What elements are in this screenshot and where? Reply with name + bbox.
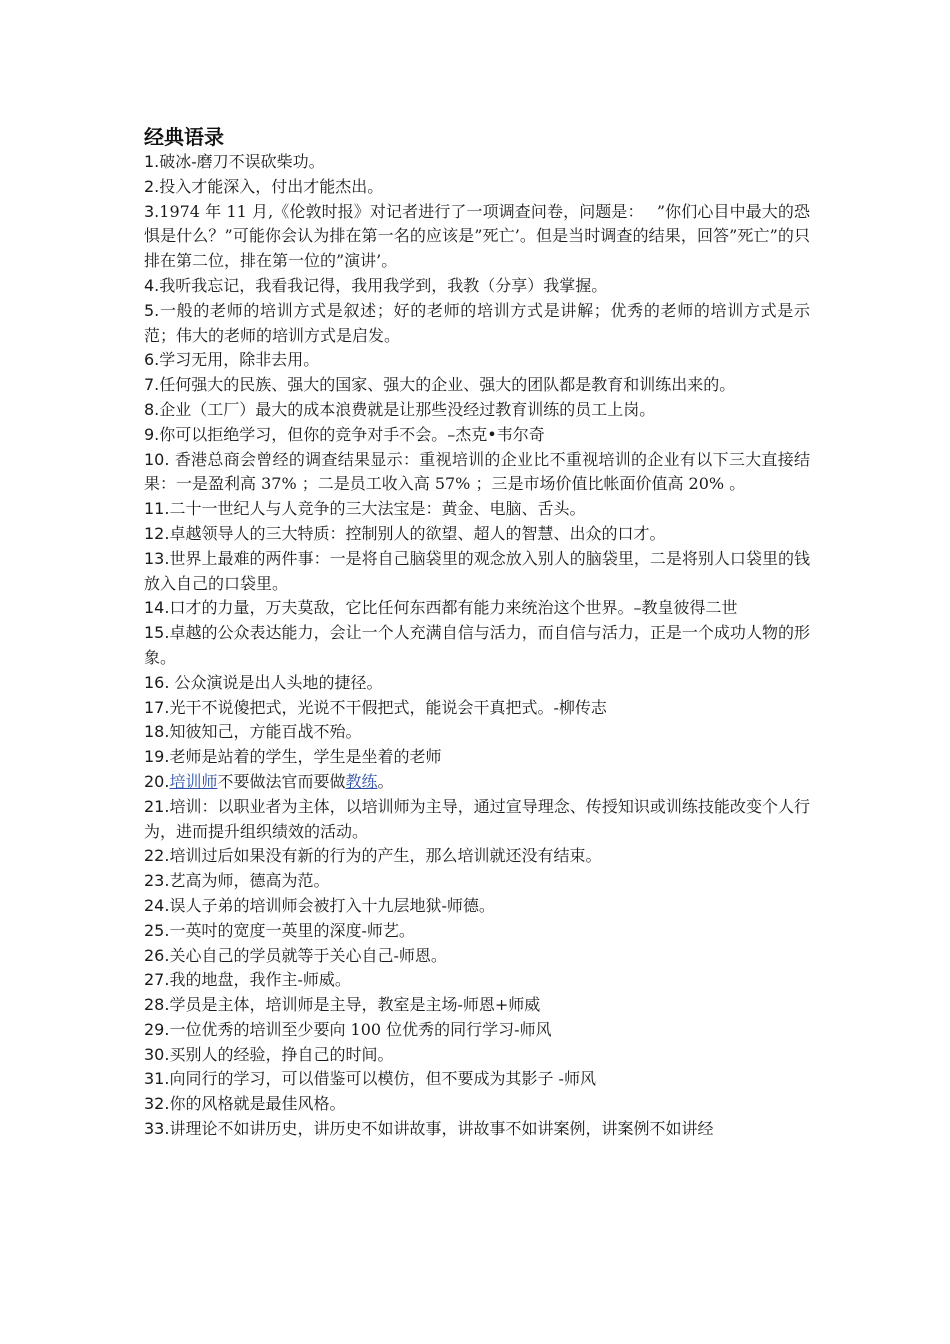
quote-text: 误人子弟的培训师会被打入十九层地狱-师德。 [169,895,495,915]
quote-number: 10. [144,449,170,469]
quote-text: 企业（工厂）最大的成本浪费就是让那些没经过教育训练的员工上岗。 [159,399,656,419]
trainer-link[interactable]: 培训师 [169,771,218,791]
quote-item-22 [144,844,810,869]
quote-number: 13. [144,548,170,568]
quote-item-20 [144,770,810,795]
quote-number: 9. [144,424,160,444]
quote-number: 3. [144,201,160,221]
quote-item-9 [144,423,810,448]
quote-number: 23. [144,871,170,891]
quote-item-15 [144,621,810,671]
quote-text: 我的地盘，我作主-师威。 [169,970,351,990]
quote-text: 关心自己的学员就等于关心自己-师恩。 [169,945,447,965]
quote-text: 培训：以职业者为主体，以培训师为主导，通过宣导理念、传授知识或训练技能改变个人行为，进而提升组织绩效的活动。 [144,796,810,841]
quote-number: 17. [144,697,170,717]
quote-number: 32. [144,1094,170,1114]
quote-number: 7. [144,375,160,395]
quote-item-16 [144,671,810,696]
quote-number: 30. [144,1044,170,1064]
quote-number: 5. [144,300,160,320]
quote-item-28 [144,993,810,1018]
quote-text: 学员是主体，培训师是主导，教室是主场-师恩+师威 [169,995,541,1015]
quote-number: 16. [144,672,170,692]
quote-number: 20. [144,771,170,791]
quote-number: 12. [144,523,170,543]
quote-item-7 [144,373,810,398]
quote-item-23 [144,869,810,894]
quote-item-13 [144,547,810,597]
quote-text: 光干不说傻把式，光说不干假把式，能说会干真把式。-柳传志 [169,697,607,717]
quote-text: 老师是站着的学生，学生是坐着的老师 [169,747,442,767]
quote-text: 公众演说是出人头地的捷径。 [169,672,383,692]
quote-text: 培训过后如果没有新的行为的产生，那么培训就还没有结束。 [169,846,602,866]
quote-item-8 [144,398,810,423]
quote-text: 向同行的学习，可以借鉴可以模仿，但不要成为其影子 -师风 [169,1069,596,1089]
quote-item-2 [144,175,810,200]
quote-text: 艺高为师，德高为范。 [169,871,330,891]
quote-text: 二十一世纪人与人竞争的三大法宝是：黄金、电脑、舌头。 [169,499,586,519]
quote-number: 6. [144,350,160,370]
quote-number: 18. [144,722,170,742]
quote-text: 卓越的公众表达能力，会让一个人充满自信与活力，而自信与活力，正是一个成功人物的形象。 [144,623,810,667]
quote-number: 2. [144,176,160,196]
quote-text: 学习无用，除非去用。 [159,350,320,370]
quote-number: 31. [144,1069,170,1089]
quote-text: 投入才能深入，付出才能杰出。 [159,176,384,196]
coach-link[interactable]: 教练 [345,771,378,791]
quote-number: 28. [144,995,170,1015]
quote-item-17 [144,696,810,721]
quote-text: 知彼知己，方能百战不殆。 [169,722,362,742]
quote-number: 24. [144,895,170,915]
quote-number: 11. [144,499,170,519]
quote-text: 你的风格就是最佳风格。 [169,1094,346,1114]
quote-text: 口才的力量，万夫莫敌，它比任何东西都有能力来统治这个世界。–教皇彼得二世 [169,598,738,618]
quote-text: 卓越领导人的三大特质：控制别人的欲望、超人的智慧、出众的口才。 [169,523,666,543]
quote-item-33 [144,1117,810,1142]
quote-text: 我听我忘记，我看我记得，我用我学到，我教（分享）我掌握。 [159,275,608,295]
quote-item-19 [144,745,810,770]
quote-number: 33. [144,1119,170,1139]
quote-text: 一般的老师的培训方式是叙述；好的老师的培训方式是讲解；优秀的老师的培训方式是示范；伟大的老师的培训方式是启发。 [144,300,810,345]
quote-item-18 [144,720,810,745]
quote-item-26 [144,944,810,969]
quote-number: 27. [144,970,170,990]
quote-number: 1. [144,152,160,171]
quote-item-1 [144,150,810,175]
quote-item-30 [144,1043,810,1068]
quote-number: 26. [144,945,170,965]
quote-item-25 [144,919,810,944]
quote-text: 一位优秀的培训至少要向 100 位优秀的同行学习-师风 [169,1019,552,1039]
quote-text-end: 。 [377,771,394,791]
quote-text: 香港总商会曾经的调查结果显示：重视培训的企业比不重视培训的企业有以下三大直接结果：一是盈利高 37% ；二是员工收入高 57% ；三是市场价值比帐面价值高 20% 。 [144,449,810,494]
quote-number: 22. [144,846,170,866]
quote-list [144,150,810,1142]
quote-item-24 [144,894,810,919]
quote-text: 破冰-磨刀不误砍柴功。 [159,152,325,171]
quote-item-10 [144,448,810,498]
document-page [144,124,810,1142]
quote-text: 1974 年 11 月,《伦敦时报》对记者进行了一项调查问卷，问题是： ”你们心目中最大的恐惧是什么？”可能你会认为排在第一名的应该是”死亡’。但是当时调查的结果，回答”死亡”的只排在第二位，排在第一位的”演讲’。 [144,201,810,271]
quote-item-6 [144,348,810,373]
quote-number: 19. [144,747,170,767]
quote-item-5 [144,299,810,349]
quote-item-31 [144,1067,810,1092]
quote-item-11 [144,497,810,522]
quote-number: 14. [144,598,170,618]
quote-text: 任何强大的民族、强大的国家、强大的企业、强大的团队都是教育和训练出来的。 [159,375,736,395]
quote-number: 4. [144,275,160,295]
quote-item-21 [144,795,810,845]
quote-text: 世界上最难的两件事：一是将自己脑袋里的观念放入别人的脑袋里，二是将别人口袋里的钱放入自己的口袋里。 [144,548,810,593]
document-title: 经典语录 [144,125,224,149]
quote-item-32 [144,1092,810,1117]
quote-text: 不要做法官而要做 [217,771,346,791]
quote-item-12 [144,522,810,547]
quote-item-27 [144,968,810,993]
quote-number: 25. [144,920,170,940]
quote-number: 15. [144,623,170,643]
quote-item-4 [144,274,810,299]
quote-number: 8. [144,399,160,419]
quote-text: 买别人的经验，挣自己的时间。 [169,1044,394,1064]
quote-number: 21. [144,796,170,816]
quote-number: 29. [144,1019,170,1039]
quote-item-3 [144,200,810,274]
quote-text: 讲理论不如讲历史，讲历史不如讲故事，讲故事不如讲案例，讲案例不如讲经 [169,1119,714,1139]
quote-item-14 [144,596,810,621]
quote-text: 一英吋的宽度一英里的深度-师艺。 [169,920,415,940]
quote-item-29 [144,1018,810,1043]
quote-text: 你可以拒绝学习，但你的竞争对手不会。–杰克•韦尔奇 [159,424,545,444]
